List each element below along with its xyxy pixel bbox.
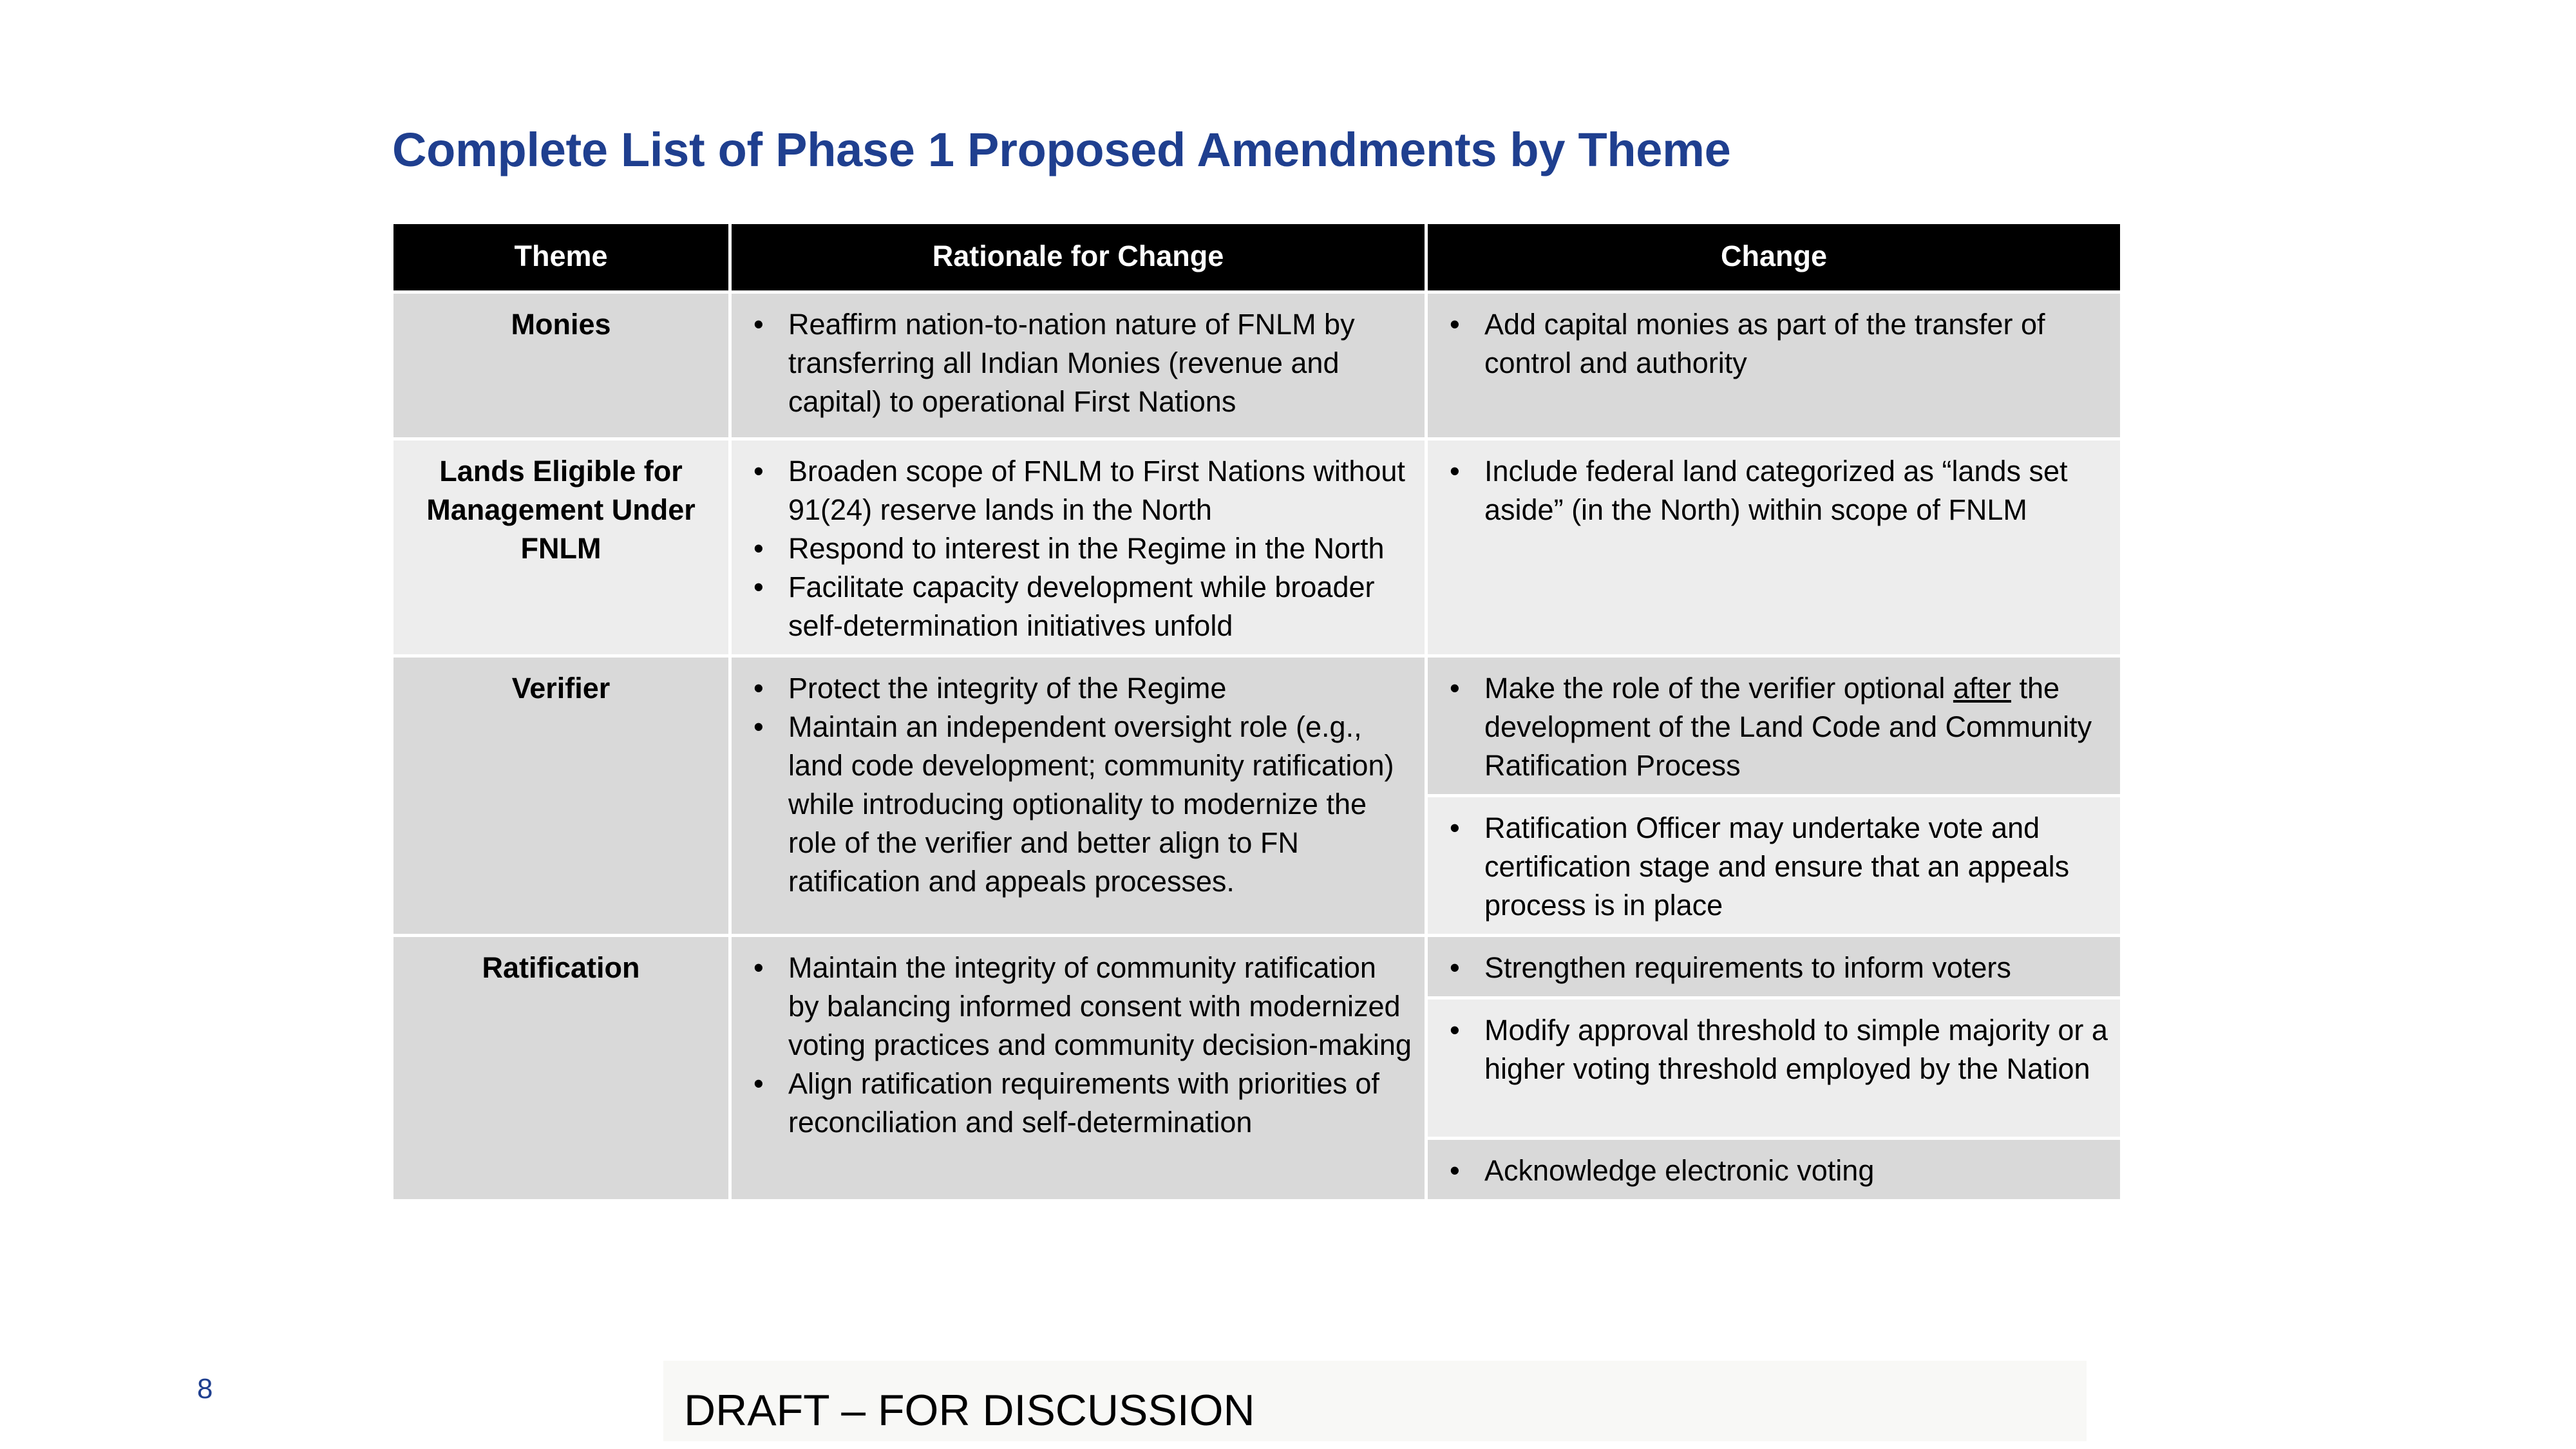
header-theme: Theme — [392, 223, 730, 292]
change-list — [1441, 1011, 2110, 1088]
list-item: • Add capital monies as part of the transfer of control and authority — [1441, 305, 2110, 383]
list-item: • Reaffirm nation-to-nation nature of FNLM by transferring all Indian Monies (revenue and capital) to operational First Nations — [744, 305, 1414, 421]
header-change: Change — [1426, 223, 2122, 292]
underlined-word: after — [1953, 672, 2011, 705]
list-item: • Maintain an independent oversight role (e.g., land code development; community ratification) while introducing optionality to modernize the role of the verifier and better align to FN ratification and appeals processes. — [744, 708, 1414, 901]
change-cell — [1426, 936, 2122, 998]
rationale-cell — [730, 439, 1426, 656]
list-item: • Include federal land categorized as “lands set aside” (in the North) within scope of FNLM — [1441, 452, 2110, 529]
theme-cell: Verifier — [392, 656, 730, 936]
change-list — [1441, 452, 2110, 529]
page-number: 8 — [197, 1373, 213, 1405]
change-text: the development of the Land Code and Community Ratification Process — [1484, 672, 2092, 782]
table-row — [392, 439, 2122, 656]
change-list — [1441, 809, 2110, 925]
theme-cell: Ratification — [392, 936, 730, 1201]
amendments-table — [390, 221, 2123, 1202]
change-list — [1441, 949, 2110, 987]
change-cell — [1426, 439, 2122, 656]
list-item — [1441, 669, 2110, 785]
list-item: • Modify approval threshold to simple majority or a higher voting threshold employed by the Nation — [1441, 1011, 2110, 1088]
list-item: • Maintain the integrity of community ratification by balancing informed consent with modernized voting practices and community decision-making — [744, 949, 1414, 1065]
rationale-cell — [730, 292, 1426, 439]
rationale-list — [744, 669, 1414, 901]
change-cell — [1426, 796, 2122, 936]
list-item: • Protect the integrity of the Regime — [744, 669, 1414, 708]
rationale-cell — [730, 936, 1426, 1201]
rationale-list — [744, 452, 1414, 645]
theme-cell: Lands Eligible for Management Under FNLM — [392, 439, 730, 656]
rationale-list — [744, 305, 1414, 421]
change-list — [1441, 305, 2110, 383]
draft-footer-label: DRAFT – FOR DISCUSSION — [663, 1361, 2087, 1441]
change-cell — [1426, 998, 2122, 1139]
list-item: • Respond to interest in the Regime in the North — [744, 529, 1414, 568]
change-cell — [1426, 656, 2122, 796]
list-item: • Facilitate capacity development while broader self-determination initiatives unfold — [744, 568, 1414, 645]
rationale-list — [744, 949, 1414, 1142]
page-title: Complete List of Phase 1 Proposed Amendments by Theme — [392, 123, 1731, 176]
theme-cell: Monies — [392, 292, 730, 439]
table-row — [392, 292, 2122, 439]
list-item: • Align ratification requirements with priorities of reconciliation and self-determination — [744, 1065, 1414, 1142]
list-item: • Broaden scope of FNLM to First Nations without 91(24) reserve lands in the North — [744, 452, 1414, 529]
header-rationale: Rationale for Change — [730, 223, 1426, 292]
list-item: • Acknowledge electronic voting — [1441, 1151, 2110, 1190]
table-row — [392, 936, 2122, 998]
change-cell — [1426, 1139, 2122, 1201]
list-item: • Ratification Officer may undertake vote and certification stage and ensure that an appeals process is in place — [1441, 809, 2110, 925]
change-list — [1441, 669, 2110, 785]
table-row — [392, 656, 2122, 796]
change-cell — [1426, 292, 2122, 439]
rationale-cell — [730, 656, 1426, 936]
list-item: • Strengthen requirements to inform voters — [1441, 949, 2110, 987]
change-list — [1441, 1151, 2110, 1190]
change-text: Make the role of the verifier optional — [1484, 672, 1953, 705]
table-header-row — [392, 223, 2122, 292]
